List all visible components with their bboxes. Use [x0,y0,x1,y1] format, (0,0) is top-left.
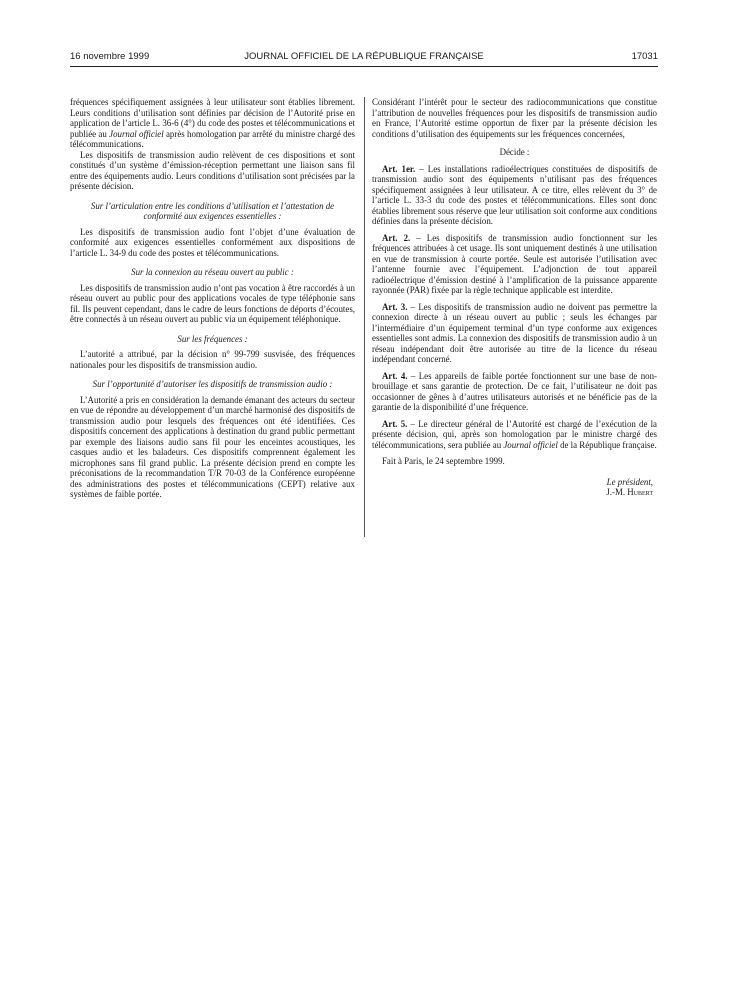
signature-title: Le président, [606,476,653,487]
section-heading: Sur l’articulation entre les conditions d’utilisation et l’attestation de conformité aux exigences essentielles : [90,200,335,221]
paragraph: fréquences spécifiquement assignées à leur utilisateur sont établies librement. Leurs conditions d’utilisation sont définies par décision de l’Autorité prise en application de l’article L. 36-6 (4°) du code des postes et télécommunications et publiée au Journal officiel après homologation par arrêté du ministre chargé des télécommunications. [70,97,355,149]
article-4: Art. 4. – Les appareils de faible portée fonctionnent sur une base de non-brouillage et sans garantie de protection. De ce fait, l’utilisateur ne doit pas occasionner de gênes à d’autres utilisateurs autorisés et ne bénéficie pas de la garantie de la disponibilité d’une fréquence. [372,370,657,412]
paragraph: Les dispositifs de transmission audio n’ont pas vocation à être raccordés à un réseau ouvert au public pour des applications vocales de type téléphonie sans fil. Ils peuvent cependant, dans le cadre de leurs fonctions de déports d’écoutes, être connectés à un réseau ouvert au public via un équipement téléphonique. [70,282,355,324]
column-divider [364,97,365,537]
paragraph: Les dispositifs de transmission audio font l’objet d’une évaluation de conformité aux exigences essentielles conformément aux dispositions de l’article L. 34-9 du code des postes et télécommunications. [70,226,355,258]
decision-heading: Décide : [499,147,530,157]
header-date: 16 novembre 1999 [70,51,150,62]
page-header [70,50,658,67]
article-1: Art. 1er. – Les installations radioélectriques constituées de dispositifs de transmission audio sont des équipements n’utilisant pas des fréquences spécifiquement assignées à leur utilisateur. A ce titre, elles relèvent du 3° de l’article L. 33-3 du code des postes et télécommunications. Elles sont donc établies librement sous réserve que leur utilisation soit conforme aux conditions définies dans la présente décision. [372,163,658,226]
header-page-number: 17031 [631,51,658,62]
paragraph: L’Autorité a pris en considération la demande émanant des acteurs du secteur en vue de répondre au développement d’un marché harmonisé des dispositifs de transmission audio pour lesquels des fréquences ont été identifiées. Ces dispositifs concernent des applications à destination du grand public permettant par exemple des liaisons audio sans fil pour les enceintes acoustiques, les casques audio et les baladeurs. Ces dispositifs comprennent également les microphones sans fil grand public. La présente décision prend en compte les préconisations de la recommandation T/R 70-03 de la Conférence européenne des administrations des postes et télécommunications (CEPT) relative aux systèmes de faible portée. [70,394,355,499]
signature-block [372,477,657,498]
paragraph: Les dispositifs de transmission audio relèvent de ces dispositions et sont constitués d’un système d’émission-réception permettant une liaison sans fil entre des équipements audio. Leurs conditions d’utilisation sont précisées par la présente décision. [70,149,355,191]
article-2: Art. 2. – Les dispositifs de transmission audio fonctionnent sur les fréquences attribuées à cet usage. Ils sont uniquement destinés à une utilisation en vue de transmission à courte portée. Seule est autorisée l’utilisation avec l’antenne fournie avec l’équipement. L’adjonction de tout appareil radioélectrique d’émission destiné à l’amplification de la puissance apparente rayonnée (PAR) fixée par la règle technique applicable est interdite. [372,232,657,295]
section-heading: Sur la connexion au réseau ouvert au public : [131,267,294,277]
signature-name: J.-M. Hubert [606,487,653,497]
right-column [372,97,657,498]
paragraph: Considérant l’intérêt pour le secteur des radiocommunications que constitue l’attribution de nouvelles fréquences pour les dispositifs de transmission audio en France, l’Autorité estime opportun de fixer par la présente décision les conditions d’utilisation des équipements sur les fréquences concernées, [372,97,657,139]
paragraph: L’autorité a attribué, par la décision n° 99-799 susvisée, des fréquences nationales pour les dispositifs de transmission audio. [70,349,355,370]
article-3: Art. 3. – Les dispositifs de transmission audio ne doivent pas permettre la connexion directe à un réseau ouvert au public ; seuls les échanges par l’intermédiaire d’un équipement terminal d’un type conforme aux exigences essentielles sont admis. La connexion des dispositifs de transmission audio à un réseau indépendant doit être autorisée au titre de la licence du réseau indépendant concerné. [372,301,657,364]
section-heading: Sur l’opportunité d’autoriser les dispositifs de transmission audio : [92,379,333,389]
header-journal-title: JOURNAL OFFICIEL DE LA RÉPUBLIQUE FRANÇAISE [244,51,484,62]
signature-place-date: Fait à Paris, le 24 septembre 1999. [382,456,505,466]
article-5: Art. 5. – Le directeur général de l’Autorité est chargé de l’exécution de la présente décision, qui, après son homologation par le ministre chargé des télécommunications, sera publiée au Journal officiel de la République française. [372,418,658,450]
section-heading: Sur les fréquences : [177,333,248,344]
left-column [70,97,355,500]
